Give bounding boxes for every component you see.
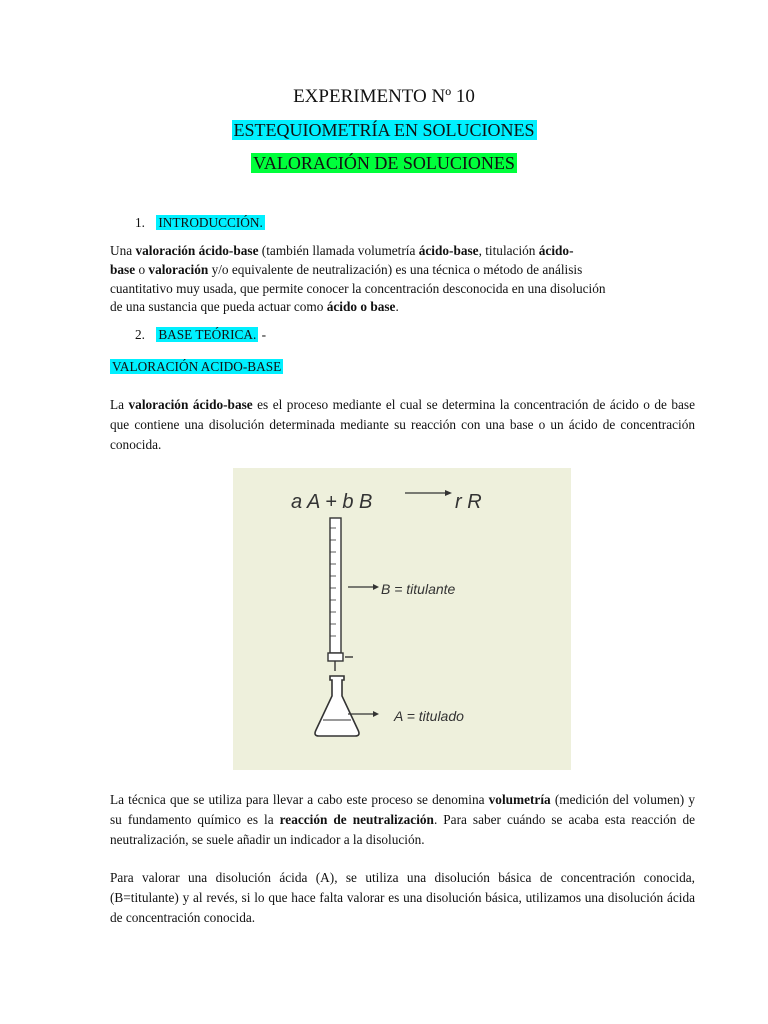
section2-heading-text: BASE TEÓRICA.: [158, 327, 257, 342]
titrant-arrow-head: [373, 584, 379, 590]
section2-number: 2.: [135, 327, 145, 342]
section1-heading: [135, 214, 265, 232]
text: La técnica que se utiliza para llevar a cabo este proceso se denomina: [110, 792, 489, 807]
intro-line-3: [110, 280, 606, 298]
text: .: [395, 299, 399, 314]
titrant-label: B = titulante: [381, 581, 456, 597]
definition-paragraph: [110, 395, 695, 455]
bold-text: ácido-base: [418, 243, 479, 258]
intro-line-4: [110, 298, 399, 316]
section1-number: 1.: [135, 215, 145, 230]
bold-text: volumetría: [488, 792, 551, 807]
procedure-paragraph: Para valorar una disolución ácida (A), se utiliza una disolución básica de concentración conocida, (B=titulante) y al revés, si lo que hace falta valorar es una disolución básica, utilizamos una disolución ácida de concentración conocida.: [110, 870, 695, 925]
intro-line-1: [110, 242, 574, 260]
page-title: EXPERIMENTO Nº 10: [293, 86, 475, 107]
burette-icon: [328, 518, 353, 671]
bold-text: valoración ácido-base: [135, 243, 259, 258]
text: o: [135, 262, 149, 277]
text: . Para saber cuándo se acaba esta reacción de neutralización, se suele añadir un indicador a la disolución.: [110, 812, 695, 847]
text: cuantitativo muy usada, que permite conocer la concentración desconocida en una disolución: [110, 281, 606, 296]
subtitle-stoichiometry-text: ESTEQUIOMETRÍA EN SOLUCIONES: [233, 120, 535, 140]
equation-reactants: a A + b B: [291, 491, 373, 513]
titrated-arrow-head: [373, 711, 379, 717]
titration-diagram-svg: [233, 468, 571, 770]
text: (medición del volumen) y su fundamento químico es la: [110, 792, 695, 827]
bold-text: ácido-: [538, 243, 574, 258]
subtitle-titration: [0, 153, 768, 174]
technique-paragraph: [110, 790, 695, 850]
subtitle-titration-text: VALORACIÓN DE SOLUCIONES: [253, 153, 515, 173]
titration-diagram: [233, 468, 571, 770]
text: La: [110, 397, 129, 412]
section2-heading-suffix: -: [258, 327, 267, 342]
text: de una sustancia que pueda actuar como: [110, 299, 327, 314]
bold-text: valoración: [148, 262, 209, 277]
bold-text: ácido o base: [326, 299, 396, 314]
bold-text: base: [110, 262, 136, 277]
text: , titulación: [478, 243, 539, 258]
reaction-arrow-head: [445, 490, 452, 496]
acid-base-subheading: [110, 358, 283, 376]
section2-heading: [135, 326, 266, 344]
acid-base-subheading-text: VALORACIÓN ACIDO-BASE: [112, 359, 282, 374]
erlenmeyer-flask-icon: [315, 676, 359, 736]
text: Una: [110, 243, 136, 258]
titrated-label: A = titulado: [394, 708, 464, 724]
intro-line-2: [110, 261, 582, 279]
equation-product: r R: [455, 491, 482, 513]
bold-text: reacción de neutralización: [279, 812, 434, 827]
text: (también llamada volumetría: [258, 243, 419, 258]
text: y/o equivalente de neutralización) es una técnica o método de análisis: [208, 262, 583, 277]
bold-text: valoración ácido-base: [128, 397, 253, 412]
section1-heading-text: INTRODUCCIÓN.: [158, 215, 263, 230]
subtitle-stoichiometry: [0, 120, 768, 141]
text: es el proceso mediante el cual se determina la concentración de ácido o de base que contiene una disolución determinada mediante su reacción con una base o un ácido de concentración conocida.: [110, 397, 695, 452]
